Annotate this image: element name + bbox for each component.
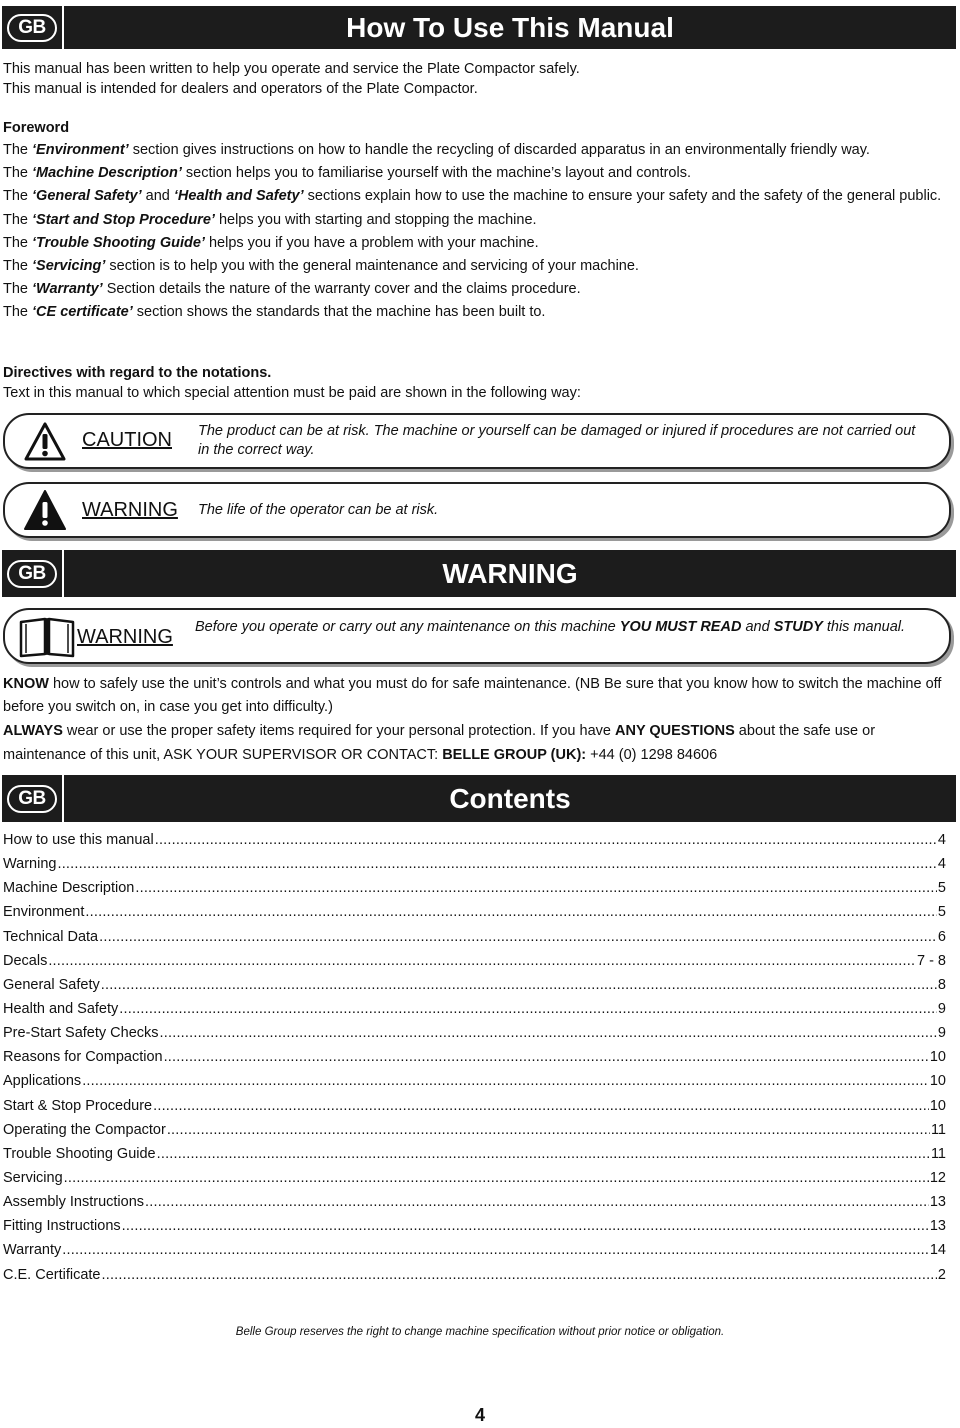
toc-leader-dots [57,852,936,876]
section-title: WARNING [442,557,578,589]
toc-entry [3,828,946,852]
toc-entry-page: 5 [937,880,946,897]
toc-entry [3,1069,946,1093]
warning-text: The life of the operator can be at risk. [198,502,439,518]
toc-leader-dots [160,1021,937,1045]
toc-entry-title: Start & Stop Procedure [3,1097,153,1114]
toc-entry-title: Assembly Instructions [3,1194,145,1211]
toc-leader-dots [119,997,937,1021]
gb-badge-container [2,6,64,49]
toc-entry-title: Pre-Start Safety Checks [3,1025,159,1042]
page-number: 4 [474,1405,485,1425]
toc-leader-dots [153,1094,929,1118]
toc-entry-title: Servicing [3,1169,63,1186]
toc-entry-title: Warning [3,856,57,873]
toc-entry-page: 4 [937,856,946,873]
gb-badge-container [2,775,64,822]
toc-entry-page: 4 [937,832,946,848]
toc-entry-title: Warranty [3,1242,62,1259]
toc-entry-page: 7 - 8 [916,952,946,969]
toc-leader-dots [48,949,916,973]
toc-entry-title: Health and Safety [3,1000,119,1017]
toc-entry [3,852,946,876]
toc-entry [3,997,946,1021]
footer-disclaimer: Belle Group reserves the right to change machine specification without prior notice or obligation. [235,1326,725,1338]
gb-badge: GB [7,560,57,588]
intro-line-1: This manual has been written to help you operate and service the Plate Compactor safely. [3,61,580,77]
toc-entry-page: 5 [937,904,946,921]
toc-entry-page: 11 [930,1145,946,1162]
always-paragraph: ALWAYS wear or use the proper safety items required for your personal protection. If you have ANY QUESTIONS about the safe use or maintenance of this unit, ASK YOUR SUPERVISOR OR CONTACT: BELLE GROUP (UK): +44 (0) 1298 84606 [3,723,876,763]
toc-entry [3,949,946,973]
read-manual-warning-label: WARNING [77,626,173,648]
read-manual-text: Before you operate or carry out any maintenance on this machine YOU MUST READ and STUDY this manual. [195,619,906,635]
intro-text [3,59,951,99]
toc-entry-title: Trouble Shooting Guide [3,1145,156,1162]
intro-line-2: This manual is intended for dealers and operators of the Plate Compactor. [3,81,478,97]
section-header-warning [2,550,956,597]
toc-leader-dots [135,876,937,900]
toc-entry [3,1190,946,1214]
toc-entry-page: 2 [937,1266,946,1283]
foreword-item-trouble-shooting: The ‘Trouble Shooting Guide’ helps you if you have a problem with your machine. [3,234,539,251]
toc-entry-title: Reasons for Compaction [3,1049,163,1066]
directives-heading: Directives with regard to the notations. [3,365,272,381]
toc-entry [3,925,946,949]
toc-entry-title: Decals [3,952,48,969]
toc-leader-dots [64,1166,929,1190]
toc-entry-page: 13 [929,1194,946,1211]
know-paragraph: KNOW how to safely use the unit’s controls and what you must do for safe maintenance. (NB Be sure that you know how to switch the machine off before you switch on, in case you get into difficulty.) [3,676,942,716]
toc-entry-title: General Safety [3,976,100,993]
foreword-item-servicing: The ‘Servicing’ section is to help you with the general maintenance and servicing of your machine. [3,258,639,275]
toc-entry-title: C.E. Certificate [3,1266,101,1283]
toc-entry-page: 9 [937,1000,946,1017]
toc-leader-dots [85,900,937,924]
warning-triangle-icon [23,489,67,533]
toc-entry-page: 10 [929,1049,946,1066]
toc-leader-dots [99,925,937,949]
toc-entry [3,876,946,900]
toc-entry [3,1214,946,1238]
directives-section [3,363,951,403]
foreword-section [3,117,951,325]
toc-leader-dots [164,1045,929,1069]
toc-entry-title: Machine Description [3,880,135,897]
gb-badge-container [2,550,64,597]
toc-leader-dots [82,1069,929,1093]
foreword-heading: Foreword [3,120,70,136]
toc-entry-page: 6 [937,928,946,945]
caution-text: The product can be at risk. The machine or yourself can be damaged or injured if procedures are not carried out in the correct way. [198,423,916,458]
foreword-item-machine-description: The ‘Machine Description’ section helps you to familiarise yourself with the machine’s layout and controls. [3,165,691,182]
caution-label: CAUTION [82,429,172,451]
section-header-contents [2,775,956,822]
toc-entry [3,1142,946,1166]
open-book-icon [18,616,76,658]
toc-leader-dots [145,1190,929,1214]
foreword-item-warranty: The ‘Warranty’ Section details the nature of the warranty cover and the claims procedure. [3,281,581,298]
safety-instructions [3,673,951,767]
foreword-item-general-safety: The ‘General Safety’ and ‘Health and Safety’ sections explain how to use the machine to ensure your safety and the safety of the general public. [3,188,942,205]
toc-entry-title: Technical Data [3,928,99,945]
toc-leader-dots [62,1238,929,1262]
toc-entry-page: 9 [937,1025,946,1042]
caution-notice-box [3,413,951,469]
toc-entry [3,1118,946,1142]
toc-entry-page: 14 [929,1242,946,1259]
foreword-item-environment: The ‘Environment’ section gives instructions on how to handle the recycling of discarded apparatus in an environmentally friendly way. [3,142,870,158]
toc-entry-title: Environment [3,904,85,921]
toc-entry-title: Applications [3,1073,82,1090]
directives-text: Text in this manual to which special attention must be paid are shown in the following way: [3,385,581,401]
toc-leader-dots [122,1214,929,1238]
toc-entry-page: 13 [929,1218,946,1235]
read-manual-notice-box [3,608,951,664]
toc-entry [3,1166,946,1190]
warning-label: WARNING [82,499,178,521]
foreword-item-start-stop: The ‘Start and Stop Procedure’ helps you with starting and stopping the machine. [3,211,537,228]
table-of-contents [3,828,946,1287]
toc-entry-title: Fitting Instructions [3,1218,121,1235]
toc-entry-page: 11 [930,1121,946,1138]
toc-leader-dots [157,1142,930,1166]
toc-entry-title: Operating the Compactor [3,1121,166,1138]
toc-entry [3,900,946,924]
toc-entry-title: How to use this manual [3,832,154,848]
foreword-item-ce-certificate: The ‘CE certificate’ section shows the standards that the machine has been built to. [3,304,546,321]
toc-entry-page: 8 [937,976,946,993]
toc-entry-page: 10 [929,1097,946,1114]
toc-leader-dots [102,1263,937,1287]
gb-badge: GB [7,14,57,42]
caution-triangle-icon [23,421,67,463]
warning-notice-box [3,482,951,538]
toc-entry [3,973,946,997]
gb-badge: GB [7,785,57,813]
toc-entry [3,1263,946,1287]
toc-entry [3,1238,946,1262]
toc-entry-page: 12 [929,1169,946,1186]
toc-entry-page: 10 [929,1073,946,1090]
section-title: How To Use This Manual [346,11,674,43]
toc-leader-dots [101,973,937,997]
section-title: Contents [449,782,571,814]
toc-entry [3,1094,946,1118]
toc-leader-dots [155,828,937,852]
toc-entry [3,1045,946,1069]
toc-leader-dots [167,1118,930,1142]
toc-entry [3,1021,946,1045]
section-header-how-to-use [2,6,956,49]
